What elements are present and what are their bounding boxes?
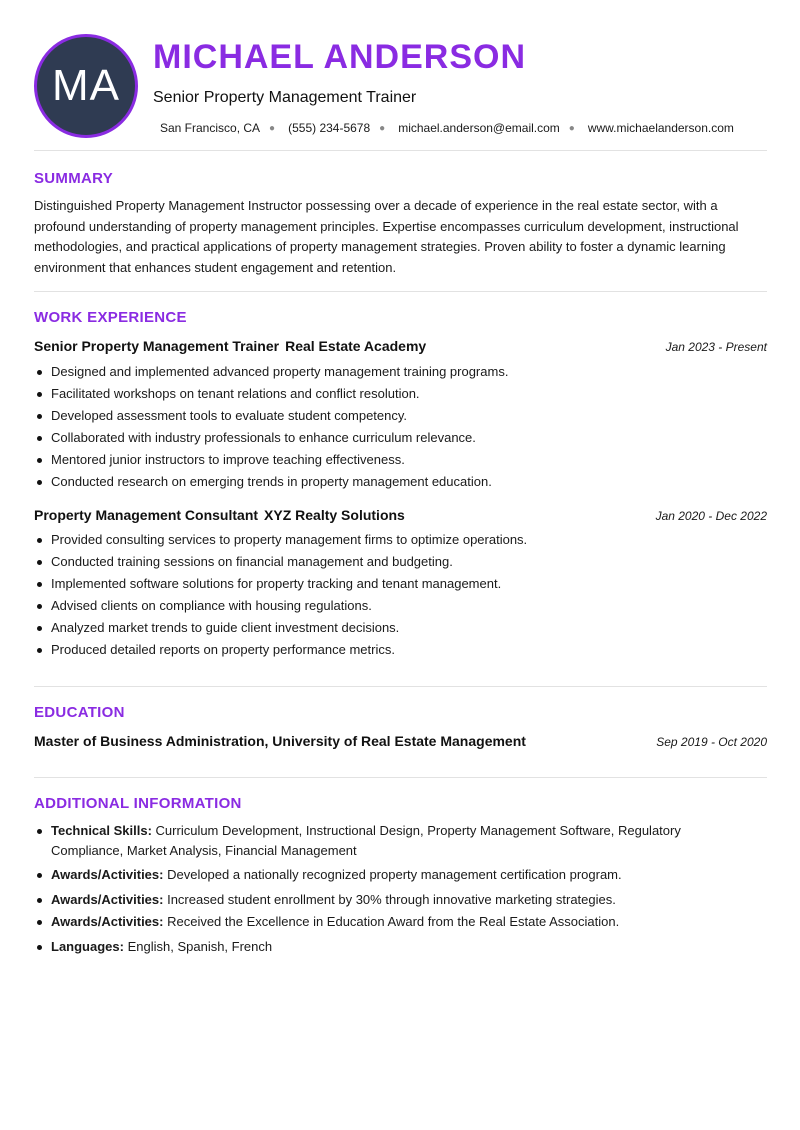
education-entry [34,733,767,749]
additional-info-list [34,821,754,961]
job-company: Real Estate Academy [285,338,427,354]
list-item [34,937,754,957]
job-role: Senior Property Management Trainer [34,338,280,354]
additional-info-heading: ADDITIONAL INFORMATION [34,795,242,812]
list-item [34,912,754,932]
contact-location: San Francisco, CA [160,121,261,135]
candidate-name: MICHAEL ANDERSON [153,38,527,76]
list-item [34,821,754,860]
job-title-line [34,338,426,354]
summary-text: Distinguished Property Management Instructor possessing over a decade of experience in the real estate sector, with a profound understanding of property management principles. Expertise encompasses curriculum development, instructional methodologies, and practical applications of property management strategies. Proven ability to foster a dynamic learning environment that enhances student engagement and retention. [34,198,739,275]
degree: Master of Business Administration, University of Real Estate Management [34,733,526,749]
separator-dot-icon: ● [568,122,575,134]
contact-website[interactable]: www.michaelanderson.com [587,121,734,135]
divider [34,777,767,778]
divider [34,291,767,292]
info-text: Developed a nationally recognized property management certification program. [167,867,622,882]
info-text: English, Spanish, French [127,938,273,954]
avatar: MA [34,34,138,138]
job-header [34,338,767,354]
education-heading: EDUCATION [34,704,125,721]
list-item [34,865,754,885]
list-item: Advised clients on compliance with housing regulations. [34,595,754,617]
contact-info [160,121,734,135]
list-item: Provided consulting services to property management firms to optimize operations. [34,529,754,551]
list-item: Designed and implemented advanced property management training programs. [34,361,754,383]
contact-email[interactable]: michael.anderson@email.com [398,121,560,135]
list-item: Mentored junior instructors to improve teaching effectiveness. [34,449,754,471]
divider [34,150,767,151]
summary-heading: SUMMARY [34,170,114,187]
separator-dot-icon: ● [379,122,386,134]
job-header [34,507,767,523]
info-text: Increased student enrollment by 30% through innovative marketing strategies. [167,891,616,907]
job-dates: Jan 2023 - Present [665,340,767,354]
separator-dot-icon: ● [269,122,276,134]
list-item: Conducted research on emerging trends in property management education. [34,471,754,493]
info-label: Technical Skills: [51,823,152,838]
list-item: Developed assessment tools to evaluate student competency. [34,405,754,427]
job-bullets [34,361,754,493]
list-item: Conducted training sessions on financial management and budgeting. [34,551,754,573]
job-dates: Jan 2020 - Dec 2022 [655,509,767,523]
education-dates: Sep 2019 - Oct 2020 [656,735,767,749]
job-title-line [34,507,405,523]
list-item: Analyzed market trends to guide client investment decisions. [34,617,754,639]
info-label: Languages: [51,938,124,954]
info-text: Curriculum Development, Instructional Design, Property Management Software, Regulatory Compliance, Market Analysis, Financial Management [51,823,681,858]
list-item: Collaborated with industry professionals to enhance curriculum relevance. [34,427,754,449]
info-label: Awards/Activities: [51,867,164,882]
list-item: Produced detailed reports on property performance metrics. [34,639,754,661]
list-item: Facilitated workshops on tenant relations and conflict resolution. [34,383,754,405]
info-label: Awards/Activities: [51,914,164,929]
resume-header [0,0,800,150]
list-item [34,890,754,910]
work-experience-heading: WORK EXPERIENCE [34,309,187,326]
info-label: Awards/Activities: [51,891,164,907]
contact-phone: (555) 234-5678 [288,121,371,135]
list-item: Implemented software solutions for property tracking and tenant management. [34,573,754,595]
job-company: XYZ Realty Solutions [264,507,405,523]
candidate-title: Senior Property Management Trainer [153,89,417,106]
info-text: Received the Excellence in Education Award from the Real Estate Association. [167,914,620,929]
job-bullets [34,529,754,661]
job-role: Property Management Consultant [34,507,259,523]
divider [34,686,767,687]
